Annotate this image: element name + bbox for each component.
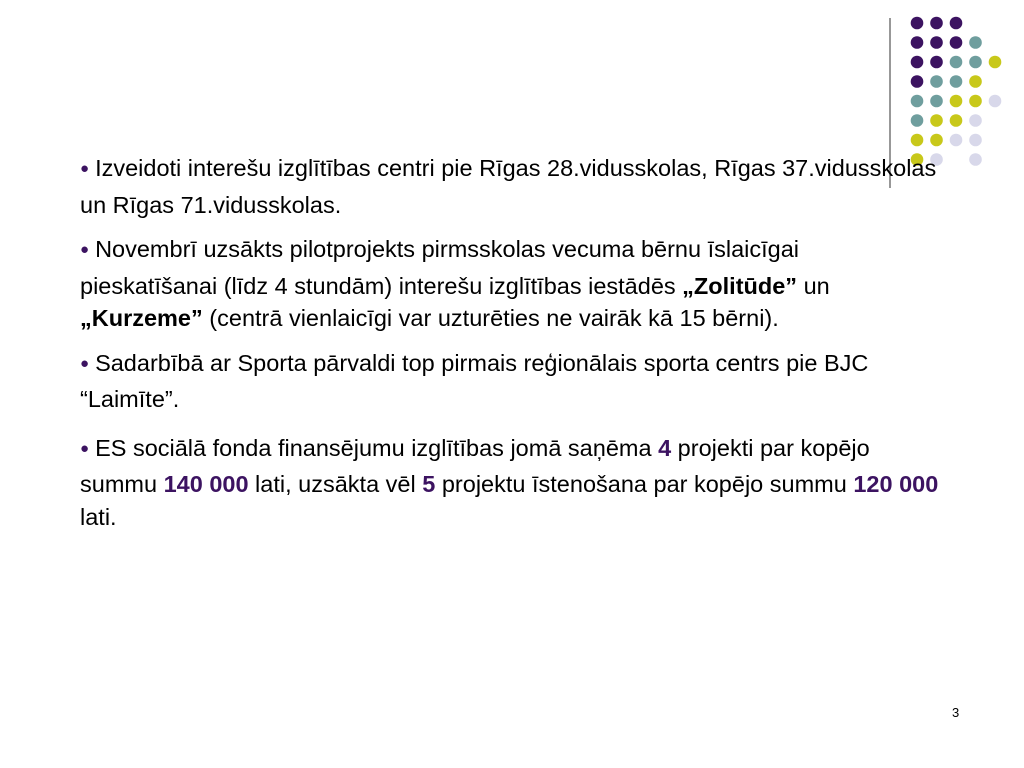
decorative-dot [950,17,963,30]
decorative-dot [911,75,924,88]
bullet-dot-icon: ● [80,160,90,177]
decorative-dot [911,56,924,69]
decorative-dot [969,56,982,69]
bullet-item-3: ● Sadarbībā ar Sporta pārvaldi top pirmais reģionālais sporta centrs pie BJC “Laimīte”. [80,349,869,412]
decorative-dot [911,36,924,49]
amount-value: 120 000 [853,471,939,497]
decorative-dot [969,36,982,49]
projects-count: 4 [658,434,672,461]
decorative-dot [950,95,963,108]
kurzeme-name: „Kurzeme” [80,305,203,331]
decorative-dot [989,95,1002,108]
amount-value: 140 000 [163,471,249,497]
decorative-dot [969,134,982,147]
decorative-dot [950,134,963,147]
projects-count: 5 [422,471,436,497]
decorative-dot [930,36,943,49]
decorative-dot [930,56,943,69]
decorative-dot [989,56,1002,69]
decorative-dot [930,17,943,30]
decorative-dot [911,134,924,147]
bullet-item-2: ● Novembrī uzsākts pilotprojekts pirmsskolas vecuma bērnu īslaicīgai pieskatīšanai (līdz 4 stundām) interešu izglītības iestādēs „Zolitūde” un „Kurzeme” (centrā vienlaicīgi var uzturēties ne vairāk kā 15 bērni). [80,236,830,331]
decorative-dot [911,95,924,108]
decorative-dot [969,95,982,108]
bullet-item-4: ● ES sociālā fonda finansējumu izglītības jomā saņēma 4 projekti par kopējo summu 140 000 lati, uzsākta vēl 5 projektu īstenošana par kopējo summu 120 000 lati. [80,434,939,530]
decorative-dot [950,114,963,127]
decorative-dot [950,56,963,69]
decorative-dot [930,95,943,108]
bullet-item-1: ● Izveidoti interešu izglītības centri pie Rīgas 28.vidusskolas, Rīgas 37.vidusskolas un Rīgas 71.vidusskolas. [80,155,937,218]
decorative-dot [930,114,943,127]
bullet-dot-icon: ● [80,439,90,457]
decorative-dot [911,17,924,30]
slide-body [80,152,942,533]
decorative-dot [969,75,982,88]
zolitude-name: „Zolitūde” [682,272,798,299]
bullet-dot-icon: ● [80,241,90,258]
decorative-dot [969,153,982,166]
decorative-dot [930,134,943,147]
decorative-dot [950,36,963,49]
decorative-dot [969,114,982,127]
decorative-dot [911,114,924,127]
bullet-dot-icon: ● [80,354,90,372]
decorative-dot [930,75,943,88]
decorative-dot [950,75,963,88]
page-number: 3 [952,705,960,720]
